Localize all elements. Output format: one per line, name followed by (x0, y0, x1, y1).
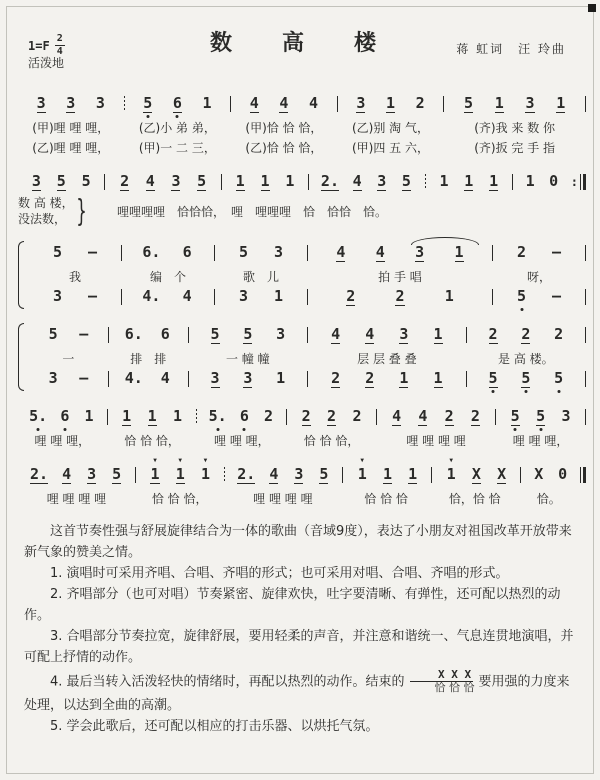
note: 4 (365, 324, 375, 343)
note: 3 (294, 464, 304, 483)
note: 4 (62, 464, 72, 483)
note: 4 (352, 171, 362, 190)
system (0, 170, 600, 230)
note: – (87, 242, 98, 261)
note: 5 (401, 171, 411, 190)
octave-dot (216, 428, 219, 431)
octave-dot (37, 428, 40, 431)
notes-row (18, 405, 586, 429)
octave-dot (176, 115, 179, 118)
note: 1 (408, 464, 418, 483)
octave-dot (539, 428, 542, 431)
notes-intro: 这首节奏性强与舒展旋律结合为一体的歌曲（音域9度），表达了小朋友对祖国改革开放带来新气象的赞美之情。 (24, 524, 572, 561)
note: 1 (433, 324, 443, 343)
measure (18, 406, 107, 426)
note: 2 (352, 406, 362, 425)
note: 1 (433, 368, 443, 387)
note: 1 (382, 464, 392, 483)
note: 4 (392, 406, 402, 425)
note: 3 (525, 93, 535, 112)
note: 3 (52, 286, 63, 305)
note: 3 (273, 242, 284, 261)
lyric-segment: 我 (68, 269, 81, 284)
note: 4 (375, 242, 385, 261)
measure (197, 406, 286, 426)
note: 6 (160, 324, 170, 343)
lyric-row (18, 194, 586, 230)
note: X (471, 464, 481, 483)
lyric-stack-cell (18, 194, 103, 230)
lyric-segment: 排 排 (130, 351, 167, 366)
note: 6 (58, 409, 71, 426)
note: 4 (309, 93, 319, 112)
accent-mark: ▼ (178, 456, 183, 464)
measure (29, 368, 108, 388)
lyric-segment: 哩 哩 哩， (34, 433, 91, 448)
lyric-segment: 哩 哩 哩， (512, 433, 569, 448)
lyric-segment: 哩 哩 哩 哩 (406, 433, 466, 448)
lyric-segment: 恰 恰 恰 (364, 491, 408, 506)
note: 5 (238, 242, 249, 261)
note: 2 (415, 93, 425, 112)
measure (122, 242, 214, 262)
lyric-segment: (齐)扳 完 手 指 (474, 140, 556, 155)
end-bar (585, 245, 586, 261)
measure (222, 171, 308, 191)
measure (467, 324, 585, 344)
system-body (29, 323, 586, 391)
note: 3 (87, 464, 97, 483)
measure (496, 406, 585, 426)
system (0, 323, 600, 391)
measure (29, 324, 108, 344)
system-body (18, 456, 586, 507)
measure (215, 242, 307, 262)
lyric-segment: 是 高 楼。 (498, 351, 554, 366)
system-body (18, 92, 586, 156)
note: 5 (210, 324, 220, 343)
accent-mark: ▼ (153, 456, 157, 464)
measure (521, 464, 580, 484)
note: X (534, 464, 544, 483)
note: 4 (336, 242, 346, 261)
note: 1 (444, 286, 454, 305)
lyric-segment: (齐)我 来 数 你 (474, 120, 556, 135)
end-bar: : (571, 174, 586, 190)
note: 5. (29, 409, 47, 426)
inline-notation: X X X 恰 恰 恰 (409, 669, 475, 695)
lyric-stack-line: 没法数， (18, 211, 67, 226)
note: 6 (238, 409, 251, 426)
measure (225, 464, 342, 484)
note: 5 (81, 171, 91, 190)
note: 5 (112, 464, 122, 483)
note: 2 (263, 406, 274, 425)
lyric-row (18, 118, 586, 136)
lyric-segment: 层 层 叠 叠 (357, 351, 417, 366)
note: 0 (558, 464, 568, 483)
note: 1 (454, 242, 464, 261)
measure (493, 242, 585, 262)
measure (108, 406, 197, 426)
lyric-row (29, 267, 586, 285)
note: 3 (561, 406, 571, 425)
notes-row (29, 241, 586, 265)
note: 2 (327, 406, 337, 425)
note: 5 (534, 409, 547, 426)
accent-mark: ▼ (203, 456, 208, 464)
measure (513, 171, 571, 191)
measure (136, 456, 224, 484)
note: 5 (463, 93, 474, 112)
measure (338, 93, 444, 113)
measure (18, 464, 135, 484)
lyric-brace: } (75, 194, 87, 230)
note: 1 (285, 171, 295, 190)
note-item: 1. 演唱时可采用齐唱、合唱、齐唱的形式；也可采用对唱、合唱、齐唱的形式。 (50, 566, 509, 582)
measure (343, 456, 431, 484)
end-bar (585, 409, 586, 425)
octave-dot (557, 390, 560, 393)
system-bracket (18, 241, 24, 309)
octave-dot (146, 115, 149, 118)
key-label: 1=F (28, 38, 50, 53)
accent-mark: ▼ (449, 456, 453, 464)
note: 3 (210, 368, 220, 387)
note: 1 (235, 171, 245, 190)
lyric-segment: 哩哩哩哩 恰恰恰， 哩 哩哩哩 恰 恰恰 恰。 (116, 205, 387, 220)
note: 1 (556, 93, 566, 112)
notes-row (18, 92, 586, 116)
note: 6 (171, 96, 184, 113)
credits: 蒋 虹词 汪 玲曲 (456, 42, 566, 56)
measure (231, 93, 337, 113)
measure (105, 171, 220, 191)
end-bar (585, 96, 586, 112)
octave-dot (63, 428, 66, 431)
time-signature: $\frac{2}{4}$ (56, 33, 63, 57)
octave-dot (243, 428, 246, 431)
note: – (87, 286, 98, 305)
lyric-segment: (甲)四 五 六， (351, 140, 429, 155)
measure (308, 286, 492, 306)
note: 4. (142, 286, 161, 305)
system-bracket (18, 323, 24, 391)
note: 0 (549, 171, 559, 190)
note: 3 (48, 368, 58, 387)
note: 3 (238, 286, 249, 305)
note: 5 (141, 96, 154, 113)
note: 6. (124, 324, 143, 343)
note: 3 (171, 171, 181, 190)
note: 2 (444, 406, 454, 425)
note: 1 (122, 406, 132, 425)
note: 1 (439, 171, 449, 190)
lyric-segment: 拍 手 唱 (378, 269, 422, 284)
measure (189, 324, 307, 344)
lyric-row (29, 349, 586, 367)
note: 6. (142, 242, 161, 261)
note: 1 (399, 368, 409, 387)
note: 4. (124, 368, 143, 387)
note: – (551, 242, 562, 261)
header (0, 0, 600, 78)
note: 5 (515, 289, 528, 306)
lyric-segment: 恰。 (536, 491, 561, 506)
notes-row (29, 323, 586, 347)
note: 1 (494, 93, 504, 112)
notes-row (29, 367, 586, 391)
note: 5 (519, 371, 532, 388)
measure (426, 171, 512, 191)
end-bar (580, 467, 586, 483)
note: 2 (470, 406, 480, 425)
system-body (18, 405, 586, 449)
lyric-segment: 编 个 (149, 269, 186, 284)
lyric-segment: (乙)恰 恰 恰， (245, 140, 323, 155)
note: – (551, 286, 562, 305)
score (0, 78, 600, 507)
tempo-marking: 活泼地 (28, 56, 65, 70)
measure (308, 242, 492, 262)
lyric-segment: 恰 恰 恰， (303, 433, 360, 448)
note: 5 (48, 324, 58, 343)
note: 3 (276, 324, 286, 343)
note: 4 (279, 93, 289, 112)
notes-section (0, 507, 600, 737)
note: 1 (385, 93, 395, 112)
note: 3 (415, 242, 425, 261)
measure (444, 93, 585, 113)
note: 5 (243, 324, 253, 343)
lyric-segment: 歌 儿 (242, 269, 279, 284)
measure (29, 286, 121, 306)
end-bar (585, 327, 586, 343)
note: 1 (260, 171, 270, 190)
note: 1 (276, 368, 286, 387)
system-body (18, 170, 586, 230)
note: 4 (160, 368, 170, 387)
measure (493, 286, 585, 306)
lyric-segment: 哩 哩 哩 哩 (46, 491, 107, 506)
note: 2. (320, 171, 339, 190)
lyric-segment: (乙)哩 哩 哩， (32, 140, 110, 155)
lyric-segment: (乙)小 弟 弟， (138, 120, 216, 135)
system (0, 405, 600, 449)
system (0, 241, 600, 309)
note: 5 (52, 242, 63, 261)
system-body (29, 241, 586, 309)
lyric-segment: 呀， (526, 269, 551, 284)
note: 3 (95, 93, 105, 112)
note: 5 (197, 171, 207, 190)
page-title: 数 高 楼 (209, 30, 390, 56)
note: 1 (202, 93, 212, 112)
measure (309, 171, 424, 191)
measure (308, 324, 466, 344)
note: 3 (243, 368, 253, 387)
lyric-row (18, 431, 586, 449)
measure (122, 286, 214, 306)
slur-arc (411, 237, 479, 245)
note: 2 (331, 368, 341, 387)
note: 4 (182, 286, 192, 305)
measure (189, 368, 307, 388)
note: 5 (319, 464, 329, 483)
note: 1 ▼ (200, 456, 210, 483)
lyric-segment: 哩 哩 哩 哩 (253, 491, 313, 506)
measure (215, 286, 307, 306)
note: 4 (418, 406, 428, 425)
note: 1 (172, 406, 183, 425)
note: 3 (399, 324, 409, 343)
note: 5 (552, 371, 565, 388)
lyric-segment: (乙)别 淘 气， (351, 120, 429, 135)
measure (18, 171, 104, 191)
note-item: 5. 学会此歌后，还可配以相应的打击乐器、以烘托气氛。 (50, 718, 379, 734)
note: 1 (273, 286, 284, 305)
lyric-row (18, 138, 586, 156)
measure (29, 242, 121, 262)
note: 3 (356, 93, 366, 112)
note: 2 (395, 286, 405, 305)
note: 2. (237, 464, 256, 483)
octave-dot (492, 390, 495, 393)
note: 1 (525, 171, 535, 190)
note: 1 ▼ (446, 456, 456, 483)
system (0, 92, 600, 156)
octave-dot (520, 308, 523, 311)
note: 2 (521, 324, 531, 343)
lyric-row (18, 489, 586, 507)
note: 2 (346, 286, 356, 305)
note: 5 (487, 371, 500, 388)
measure (377, 406, 495, 426)
lyric-segment: 恰，恰 恰 (448, 491, 501, 506)
measure (432, 456, 520, 484)
note: 5 (56, 171, 66, 190)
note: 4 (269, 464, 279, 483)
note: 1 (464, 171, 474, 190)
measure (109, 324, 188, 344)
accent-mark: ▼ (360, 456, 365, 464)
lyric-stack-line: 数 高 楼， (18, 196, 74, 210)
lyric-segment: 一 幢 幢 (226, 351, 270, 366)
note: 6 (182, 242, 192, 261)
lyric-segment: (甲)恰 恰 恰， (245, 120, 323, 135)
note: – (79, 368, 89, 387)
note: 4 (331, 324, 341, 343)
lyric-segment: 一 (62, 351, 75, 366)
note: 1 ▼ (150, 456, 160, 483)
end-bar (585, 289, 586, 305)
note: 1 (84, 406, 94, 425)
measure (18, 93, 124, 113)
measure (287, 406, 376, 426)
end-bar (585, 371, 586, 387)
lyric-segment: 哩 哩 哩， (214, 433, 270, 448)
note: 2. (30, 464, 49, 483)
note: 5 (509, 409, 522, 426)
lyric-segment: 恰 恰 恰， (124, 433, 180, 448)
measure (109, 368, 188, 388)
note: 1 (147, 406, 157, 425)
note: 5. (209, 409, 227, 426)
note: 1 (489, 171, 499, 190)
lyric-segment: 恰 恰 恰， (151, 491, 208, 506)
note: 1 ▼ (175, 456, 185, 483)
measure (467, 368, 585, 388)
note: 3 (377, 171, 387, 190)
note: 2 (488, 324, 498, 343)
note: 2 (120, 171, 130, 190)
note: 2 (365, 368, 375, 387)
note: 2 (516, 242, 527, 261)
note: 4 (145, 171, 155, 190)
lyric-stack (18, 196, 74, 227)
measure (308, 368, 466, 388)
note: 3 (31, 171, 41, 190)
note: 3 (66, 93, 76, 112)
note-item: 4. 最后当转入活泼轻快的情绪时，再配以热烈的动作。结束的 X X X 恰 恰 恰 要用强的力度来处理，以达到全曲的高潮。 (24, 667, 570, 713)
note-item: 2. 齐唱部分（也可对唱）节奏紧密、旋律欢快，吐字要清晰、有弹性，还可配以热烈的动作。 (24, 587, 561, 624)
lyric-segment: (甲)一 二 三， (138, 140, 216, 155)
note: 1 ▼ (357, 456, 367, 483)
note-item: 3. 合唱部分节奏拉宽，旋律舒展，要用轻柔的声音，并注意和谐统一、气息连贯地演唱，并可配上抒情的动作。 (24, 629, 574, 666)
octave-dot (524, 390, 527, 393)
note: X (497, 464, 507, 483)
notes-row (29, 285, 586, 309)
notes-row (18, 456, 586, 487)
octave-dot (514, 428, 517, 431)
notes-row (18, 170, 586, 194)
note: 3 (36, 93, 46, 112)
measure (125, 93, 231, 113)
system (0, 456, 600, 507)
note: 2 (554, 324, 564, 343)
note: 2 (301, 406, 311, 425)
note: – (79, 324, 89, 343)
note: 4 (249, 93, 259, 112)
lyric-segment: (甲)哩 哩 哩， (32, 120, 110, 135)
